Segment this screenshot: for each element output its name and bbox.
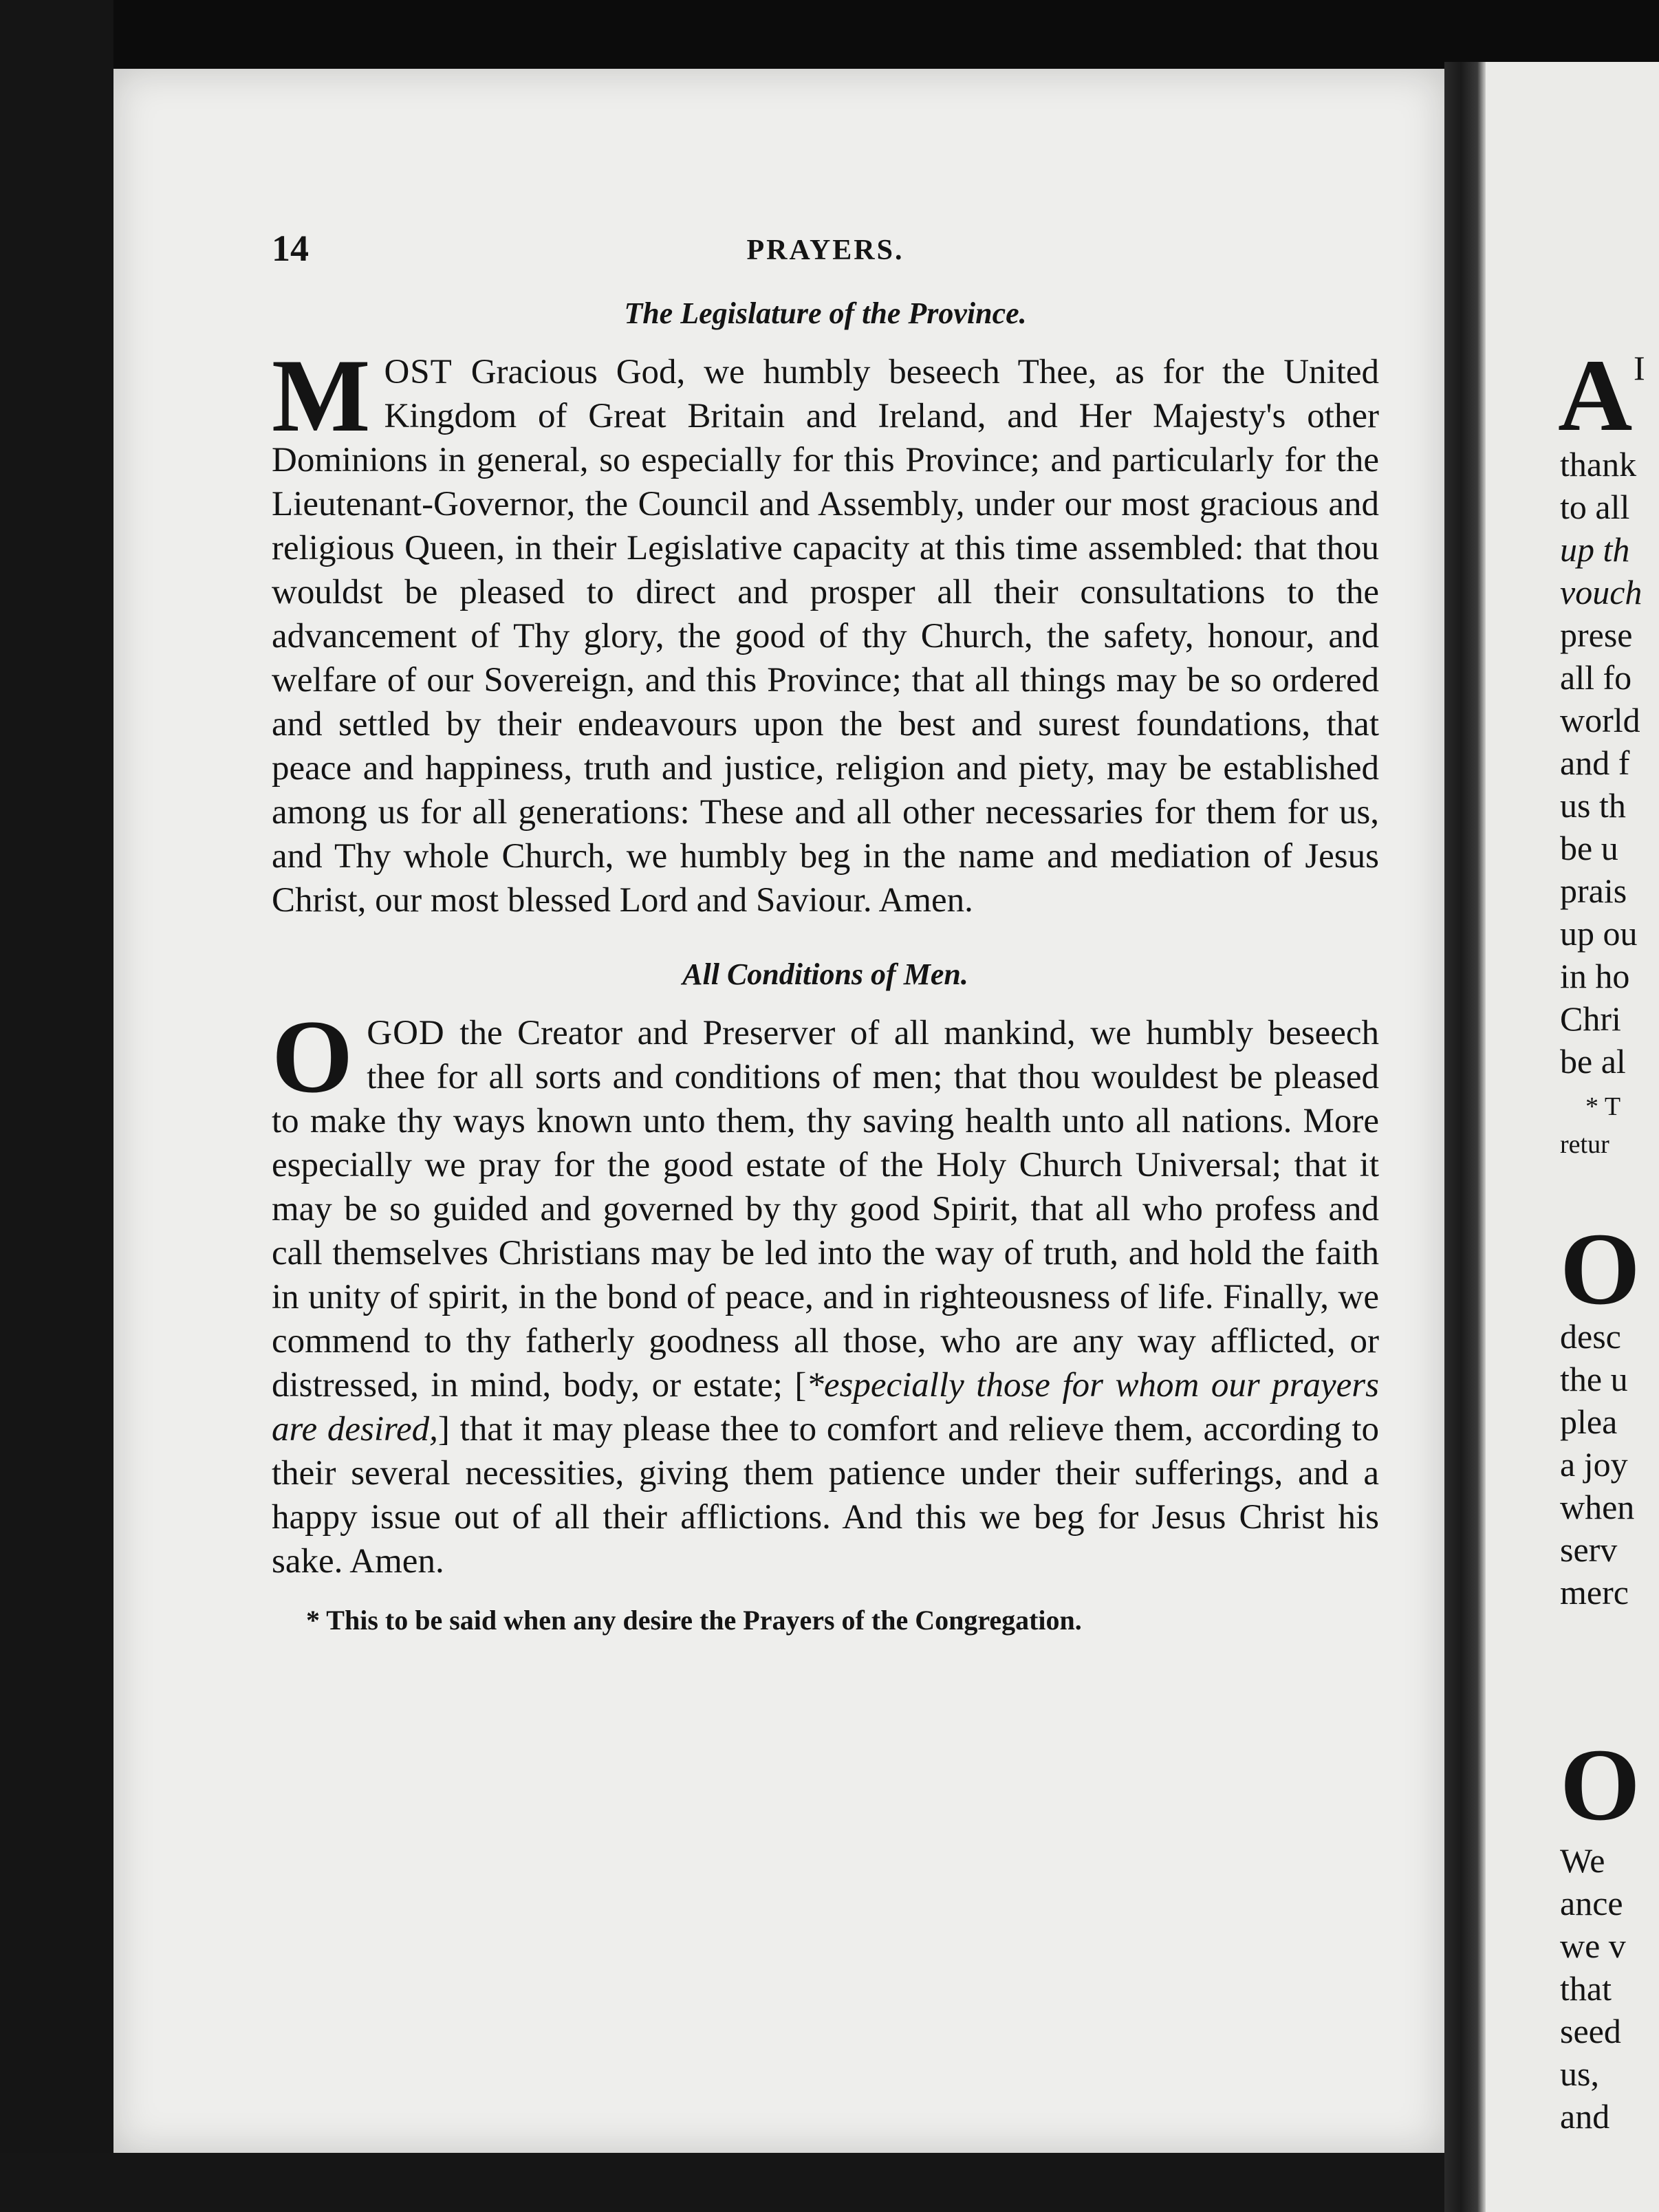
facing-fragment: I bbox=[1634, 349, 1645, 387]
footnote: * This to be said when any desire the Prayers of the Congregation. bbox=[306, 1605, 1082, 1636]
facing-dropcap-a: A bbox=[1558, 338, 1633, 453]
prayer-text: Gracious God, we humbly beseech Thee, as for the United Kingdom of Great Britain and Ireland, and Her Majesty's other Dominions in general, so especially for this Province; and particularly for the Lieutenant-Governor, the Council and Assembly, under our most gracious and religious Queen, in their Legislative capacity at this time assembled: that thou wouldst be pleased to direct and prosper all their consultations to the advancement of Thy glory, the good of thy Church, the safety, honour, and welfare of our Sovereign, and this Province; that all things may be so ordered and settled by their endeavours upon the best and surest foundations, that peace and happiness, truth and justice, religion and piety, may be established among us for all generations: These and all other necessaries for them for us, and Thy whole Church, we humbly beg in the name and mediation of Jesus Christ, our most blessed Lord and Saviour. Amen. bbox=[272, 353, 1379, 920]
section-title-conditions: All Conditions of Men. bbox=[682, 957, 968, 991]
prayer-text: ] that it may please thee to comfort and relieve them, according to their several necessities, giving them patience under their sufferings, and a happy issue out of all their afflictions. And this we beg for Jesus Christ his sake. Amen. bbox=[272, 1410, 1379, 1581]
facing-fragment: * T bbox=[1585, 1092, 1621, 1121]
prayer-conditions bbox=[272, 999, 1379, 1583]
facing-fragment: serv bbox=[1560, 1530, 1618, 1569]
facing-fragment: that bbox=[1560, 1969, 1612, 2008]
facing-fragment: thank bbox=[1560, 445, 1637, 484]
facing-fragment: up ou bbox=[1560, 914, 1638, 953]
facing-fragment: us th bbox=[1560, 786, 1626, 825]
facing-fragment: plea bbox=[1560, 1402, 1618, 1441]
prayer-italic-text: *especially those for whom our prayers are desired, bbox=[272, 1366, 1379, 1449]
facing-fragment: a joy bbox=[1560, 1445, 1628, 1484]
facing-fragment: Chri bbox=[1560, 999, 1621, 1038]
running-head: PRAYERS. bbox=[746, 235, 904, 266]
facing-fragment: be u bbox=[1560, 829, 1618, 867]
facing-fragment: ance bbox=[1560, 1884, 1623, 1922]
facing-fragment: when bbox=[1560, 1488, 1635, 1526]
dropcap: M bbox=[272, 338, 371, 453]
facing-page bbox=[1486, 62, 1659, 2212]
prayer-legislature bbox=[272, 338, 1379, 922]
facing-fragment: us, bbox=[1560, 2054, 1599, 2093]
scan-border-left bbox=[0, 0, 113, 2212]
scan-border-bottom bbox=[0, 2153, 1486, 2212]
facing-fragment: prais bbox=[1560, 871, 1627, 910]
facing-fragment: world bbox=[1560, 701, 1640, 739]
prayer-lead-word: GOD bbox=[367, 1014, 445, 1052]
facing-fragment: We bbox=[1560, 1841, 1605, 1880]
facing-fragment: desc bbox=[1560, 1317, 1621, 1356]
facing-fragment: the u bbox=[1560, 1360, 1628, 1398]
facing-fragment: be al bbox=[1560, 1042, 1626, 1081]
facing-fragment: up th bbox=[1560, 530, 1630, 569]
facing-fragment: merc bbox=[1560, 1573, 1629, 1612]
facing-fragment: retur bbox=[1560, 1130, 1609, 1159]
facing-dropcap-o: O bbox=[1560, 1728, 1640, 1842]
page-content bbox=[272, 227, 1379, 1638]
section-title-legislature: The Legislature of the Province. bbox=[624, 296, 1027, 330]
dropcap: O bbox=[272, 999, 354, 1114]
facing-fragment: and bbox=[1560, 2097, 1610, 2136]
facing-fragment: seed bbox=[1560, 2012, 1621, 2050]
facing-fragment: to all bbox=[1560, 488, 1630, 526]
page-number: 14 bbox=[272, 228, 309, 269]
scan-border-top bbox=[0, 0, 1659, 69]
facing-fragment: and f bbox=[1560, 744, 1630, 782]
facing-fragment: vouch bbox=[1560, 573, 1642, 611]
prayer-lead-word: OST bbox=[384, 353, 453, 391]
facing-fragment: all fo bbox=[1560, 658, 1632, 697]
prayer-text: the Creator and Preserver of all mankind, we humbly beseech thee for all sorts and conditions of men; that thou wouldest be pleased to make thy ways known unto them, thy saving health unto all nations. More especially we pray for the good estate of the Holy Church Universal; that it may be so guided and governed by thy good Spirit, that all who profess and call themselves Christians may be led into the way of truth, and hold the faith in unity of spirit, in the bond of peace, and in righteousness of life. Finally, we commend to thy fatherly goodness all those, who are any way afflicted, or distressed, in mind, body, or estate; [ bbox=[272, 1014, 1379, 1405]
book-gutter bbox=[1444, 62, 1486, 2212]
facing-fragment: in ho bbox=[1560, 957, 1630, 995]
facing-dropcap-o: O bbox=[1560, 1212, 1640, 1326]
facing-fragment: prese bbox=[1560, 616, 1633, 654]
page-header bbox=[272, 227, 1379, 289]
facing-fragment: we v bbox=[1560, 1927, 1626, 1965]
